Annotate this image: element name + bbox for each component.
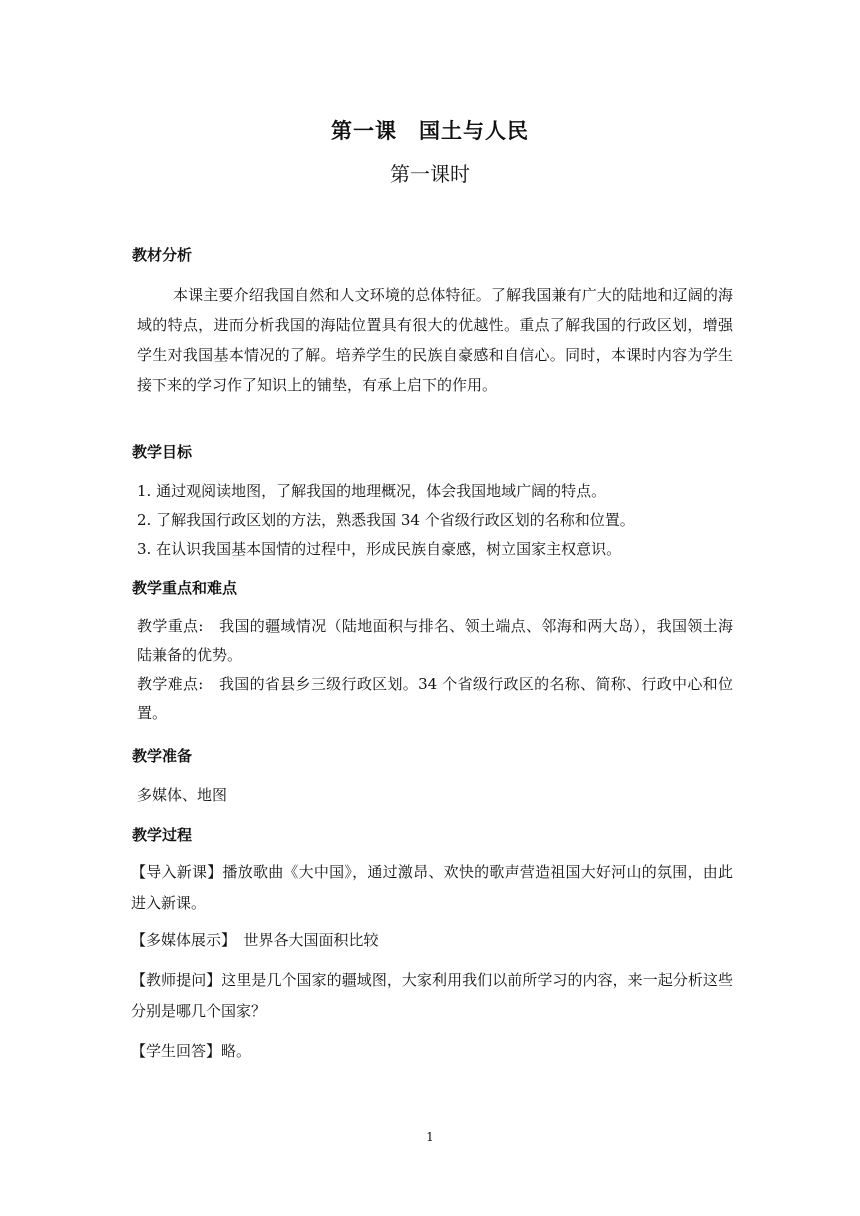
key-difficulty-text: 教学难点: 我国的省县乡三级行政区划。34 个省级行政区的名称、简称、行政中心和位置。 (137, 675, 733, 722)
section-heading-goals: 教学目标 (132, 443, 193, 461)
process-step-question: 【教师提问】这里是几个国家的疆域图，大家利用我们以前所学习的内容，来一起分析这些分别是哪几个国家？ (131, 971, 733, 1020)
section-heading-analysis: 教材分析 (132, 246, 193, 264)
page-number: 1 (426, 1130, 434, 1144)
page-subtitle: 第一课时 (390, 162, 470, 186)
goal-item-1: 1. 通过观阅读地图，了解我国的地理概况，体会我国地域广阔的特点。 (137, 482, 607, 500)
process-step-media: 【多媒体展示】 世界各大国面积比较 (131, 931, 379, 949)
prep-text: 多媒体、地图 (137, 786, 228, 804)
goal-item-3: 3. 在认识我国基本国情的过程中，形成民族自豪感，树立国家主权意识。 (137, 540, 622, 558)
section-heading-process: 教学过程 (132, 826, 193, 844)
process-step-intro: 【导入新课】播放歌曲《大中国》，通过激昂、欢快的歌声营造祖国大好河山的氛围，由此进入新课。 (131, 863, 733, 912)
section-heading-prep: 教学准备 (132, 747, 193, 765)
goal-item-2: 2. 了解我国行政区划的方法，熟悉我国 34 个省级行政区划的名称和位置。 (137, 511, 635, 529)
analysis-paragraph: 本课主要介绍我国自然和人文环境的总体特征。了解我国兼有广大的陆地和辽阔的海域的特点，进而分析我国的海陆位置具有很大的优越性。重点了解我国的行政区划，增强学生对我国基本情况的了解。培养学生的民族自豪感和自信心。同时，本课时内容为学生接下来的学习作了知识上的铺垫，有承上启下的作用。 (137, 286, 733, 394)
key-focus-text: 教学重点: 我国的疆域情况（陆地面积与排名、领土端点、邻海和两大岛），我国领土海陆兼备的优势。 (137, 617, 733, 664)
page-title: 第一课 国土与人民 (331, 119, 529, 143)
process-step-answer: 【学生回答】略。 (131, 1042, 252, 1060)
section-heading-keypoints: 教学重点和难点 (132, 579, 238, 597)
